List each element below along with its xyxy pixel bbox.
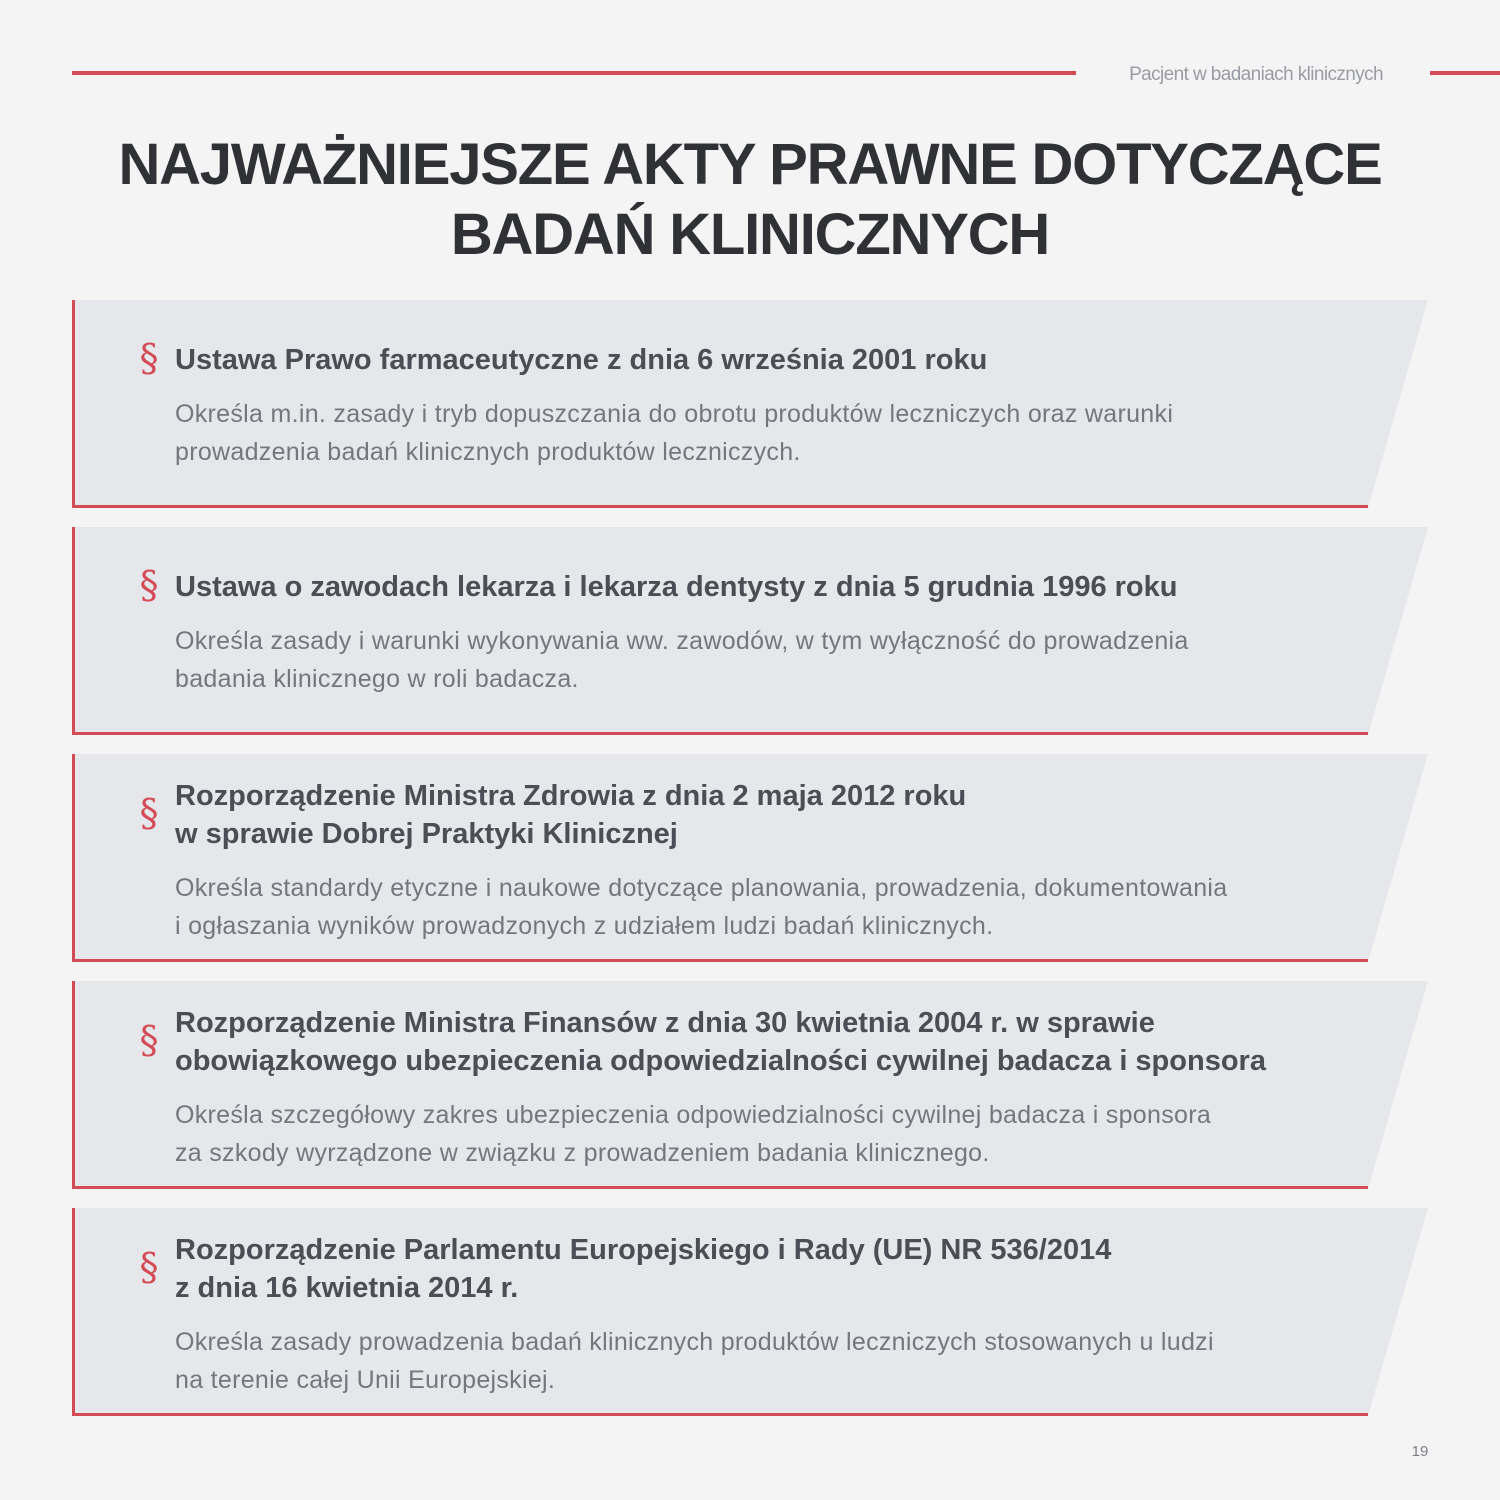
card-left-border <box>72 1208 75 1416</box>
legal-act-description-line: Określa m.in. zasady i tryb dopuszczania do obrotu produktów leczniczych oraz warunki <box>175 400 1174 428</box>
card-left-border <box>72 300 75 508</box>
card-bottom-border <box>72 732 1368 735</box>
legal-act-title-line: Ustawa o zawodach lekarza i lekarza dentysty z dnia 5 grudnia 1996 roku <box>175 571 1178 603</box>
legal-act-description-line: Określa standardy etyczne i naukowe dotyczące planowania, prowadzenia, dokumentowania <box>175 874 1228 902</box>
page-title <box>0 130 1500 270</box>
card-left-border <box>72 527 75 735</box>
legal-act-card <box>72 527 1428 735</box>
card-bottom-border <box>72 959 1368 962</box>
legal-act-description <box>175 1096 1325 1172</box>
legal-act-title-line: Rozporządzenie Parlamentu Europejskiego i Rady (UE) NR 536/2014 <box>175 1234 1112 1266</box>
section-sign-icon: § <box>139 563 159 607</box>
legal-act-title-line: Rozporządzenie Ministra Finansów z dnia 30 kwietnia 2004 r. w sprawie <box>175 1007 1155 1039</box>
legal-act-title-line: obowiązkowego ubezpieczenia odpowiedzialności cywilnej badacza i sponsora <box>175 1045 1266 1077</box>
card-bottom-border <box>72 505 1368 508</box>
section-sign-icon: § <box>139 336 159 380</box>
legal-act-description-line: Określa zasady prowadzenia badań klinicznych produktów leczniczych stosowanych u ludzi <box>175 1328 1214 1356</box>
card-bottom-border <box>72 1186 1368 1189</box>
legal-act-card <box>72 300 1428 508</box>
card-left-border <box>72 754 75 962</box>
card-bottom-border <box>72 1413 1368 1416</box>
legal-act-description <box>175 622 1325 698</box>
header-rule-left <box>72 71 1076 75</box>
card-left-border <box>72 981 75 1189</box>
legal-act-description <box>175 869 1325 945</box>
legal-act-title <box>175 1231 1325 1307</box>
section-sign-icon: § <box>139 791 159 835</box>
legal-act-description-line: prowadzenia badań klinicznych produktów leczniczych. <box>175 438 801 466</box>
legal-act-description-line: za szkody wyrządzone w związku z prowadzeniem badania klinicznego. <box>175 1139 990 1167</box>
legal-act-title <box>175 568 1325 606</box>
legal-act-card <box>72 754 1428 962</box>
section-sign-icon: § <box>139 1018 159 1062</box>
legal-act-description <box>175 1323 1325 1399</box>
legal-act-title-line: w sprawie Dobrej Praktyki Klinicznej <box>175 818 678 850</box>
legal-act-title-line: Rozporządzenie Ministra Zdrowia z dnia 2 maja 2012 roku <box>175 780 967 812</box>
page-title-line-1: NAJWAŻNIEJSZE AKTY PRAWNE DOTYCZĄCE <box>118 132 1382 197</box>
legal-act-title-line: z dnia 16 kwietnia 2014 r. <box>175 1272 519 1304</box>
legal-act-card <box>72 1208 1428 1416</box>
legal-act-title-line: Ustawa Prawo farmaceutyczne z dnia 6 września 2001 roku <box>175 344 988 376</box>
header-rule-right <box>1430 71 1500 75</box>
legal-act-description-line: badania klinicznego w roli badacza. <box>175 665 579 693</box>
legal-acts-list <box>72 300 1428 1435</box>
page-number: 19 <box>1411 1443 1429 1460</box>
legal-act-title <box>175 341 1325 379</box>
legal-act-description-line: i ogłaszania wyników prowadzonych z udziałem ludzi badań klinicznych. <box>175 912 994 940</box>
legal-act-title <box>175 1004 1325 1080</box>
page-title-line-2: BADAŃ KLINICZNYCH <box>450 202 1050 267</box>
running-title: Pacjent w badaniach klinicznych <box>1129 64 1383 85</box>
legal-act-description-line: Określa szczegółowy zakres ubezpieczenia odpowiedzialności cywilnej badacza i sponsora <box>175 1101 1212 1129</box>
legal-act-title <box>175 777 1325 853</box>
legal-act-description <box>175 395 1325 471</box>
section-sign-icon: § <box>139 1245 159 1289</box>
legal-act-description-line: Określa zasady i warunki wykonywania ww. zawodów, w tym wyłączność do prowadzenia <box>175 627 1189 655</box>
legal-act-card <box>72 981 1428 1189</box>
legal-act-description-line: na terenie całej Unii Europejskiej. <box>175 1366 556 1394</box>
